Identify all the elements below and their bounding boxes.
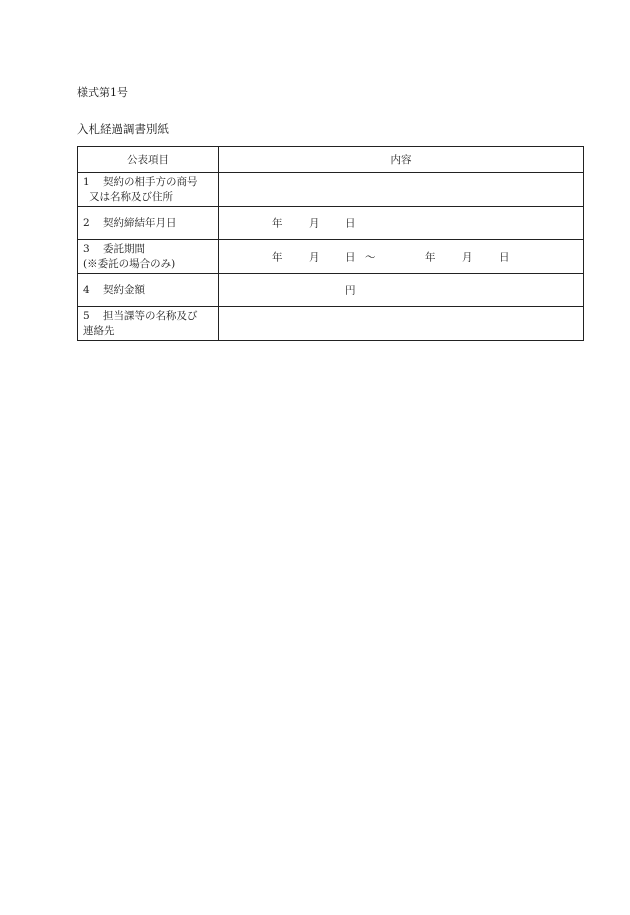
table-row <box>78 274 584 307</box>
item-label: 担当課等の名称及び <box>103 309 198 322</box>
item-cell-contract-amount <box>78 274 219 307</box>
content-cell-commission-period[interactable] <box>219 240 584 274</box>
item-cell-contract-date <box>78 207 219 240</box>
item-cell-commission-period <box>78 240 219 274</box>
item-label-line2: 又は名称及び住所 <box>89 190 173 203</box>
table-row <box>78 240 584 274</box>
item-number: 2 <box>83 216 90 229</box>
month-label: 月 <box>309 217 320 230</box>
table-row <box>78 307 584 341</box>
table-row <box>78 173 584 207</box>
start-month-label: 月 <box>309 251 320 263</box>
content-cell-department-contact[interactable] <box>219 307 584 341</box>
form-number: 様式第1号 <box>77 86 128 99</box>
column-header-item: 公表項目 <box>78 147 219 173</box>
end-day-label: 日 <box>499 251 510 263</box>
document-title: 入札経過調書別紙 <box>77 122 169 136</box>
day-label: 日 <box>345 217 356 230</box>
end-month-label: 月 <box>462 251 473 263</box>
range-separator: ～ <box>365 251 376 263</box>
disclosure-table <box>77 146 584 341</box>
item-label: 委託期間 <box>103 242 145 255</box>
table-row <box>78 207 584 240</box>
item-label: 契約締結年月日 <box>103 216 177 229</box>
item-number: 5 <box>83 309 90 322</box>
item-number: 1 <box>83 175 90 188</box>
content-cell-contract-amount[interactable] <box>219 274 584 307</box>
content-cell-contractor[interactable] <box>219 173 584 207</box>
table-header-row <box>78 147 584 173</box>
year-label: 年 <box>272 217 283 230</box>
start-day-label: 日 <box>345 251 356 263</box>
column-header-content: 内容 <box>219 147 584 173</box>
item-number: 4 <box>83 283 90 296</box>
item-label: 契約金額 <box>103 283 145 296</box>
item-number: 3 <box>83 242 90 255</box>
item-label-line2: 連絡先 <box>83 324 115 337</box>
start-year-label: 年 <box>272 251 283 263</box>
item-label: 契約の相手方の商号 <box>103 175 198 188</box>
item-cell-department-contact <box>78 307 219 341</box>
content-cell-contract-date[interactable] <box>219 207 584 240</box>
currency-label: 円 <box>345 284 356 297</box>
item-label-line2: (※委託の場合のみ) <box>83 257 176 270</box>
end-year-label: 年 <box>425 251 436 263</box>
item-cell-contractor <box>78 173 219 207</box>
